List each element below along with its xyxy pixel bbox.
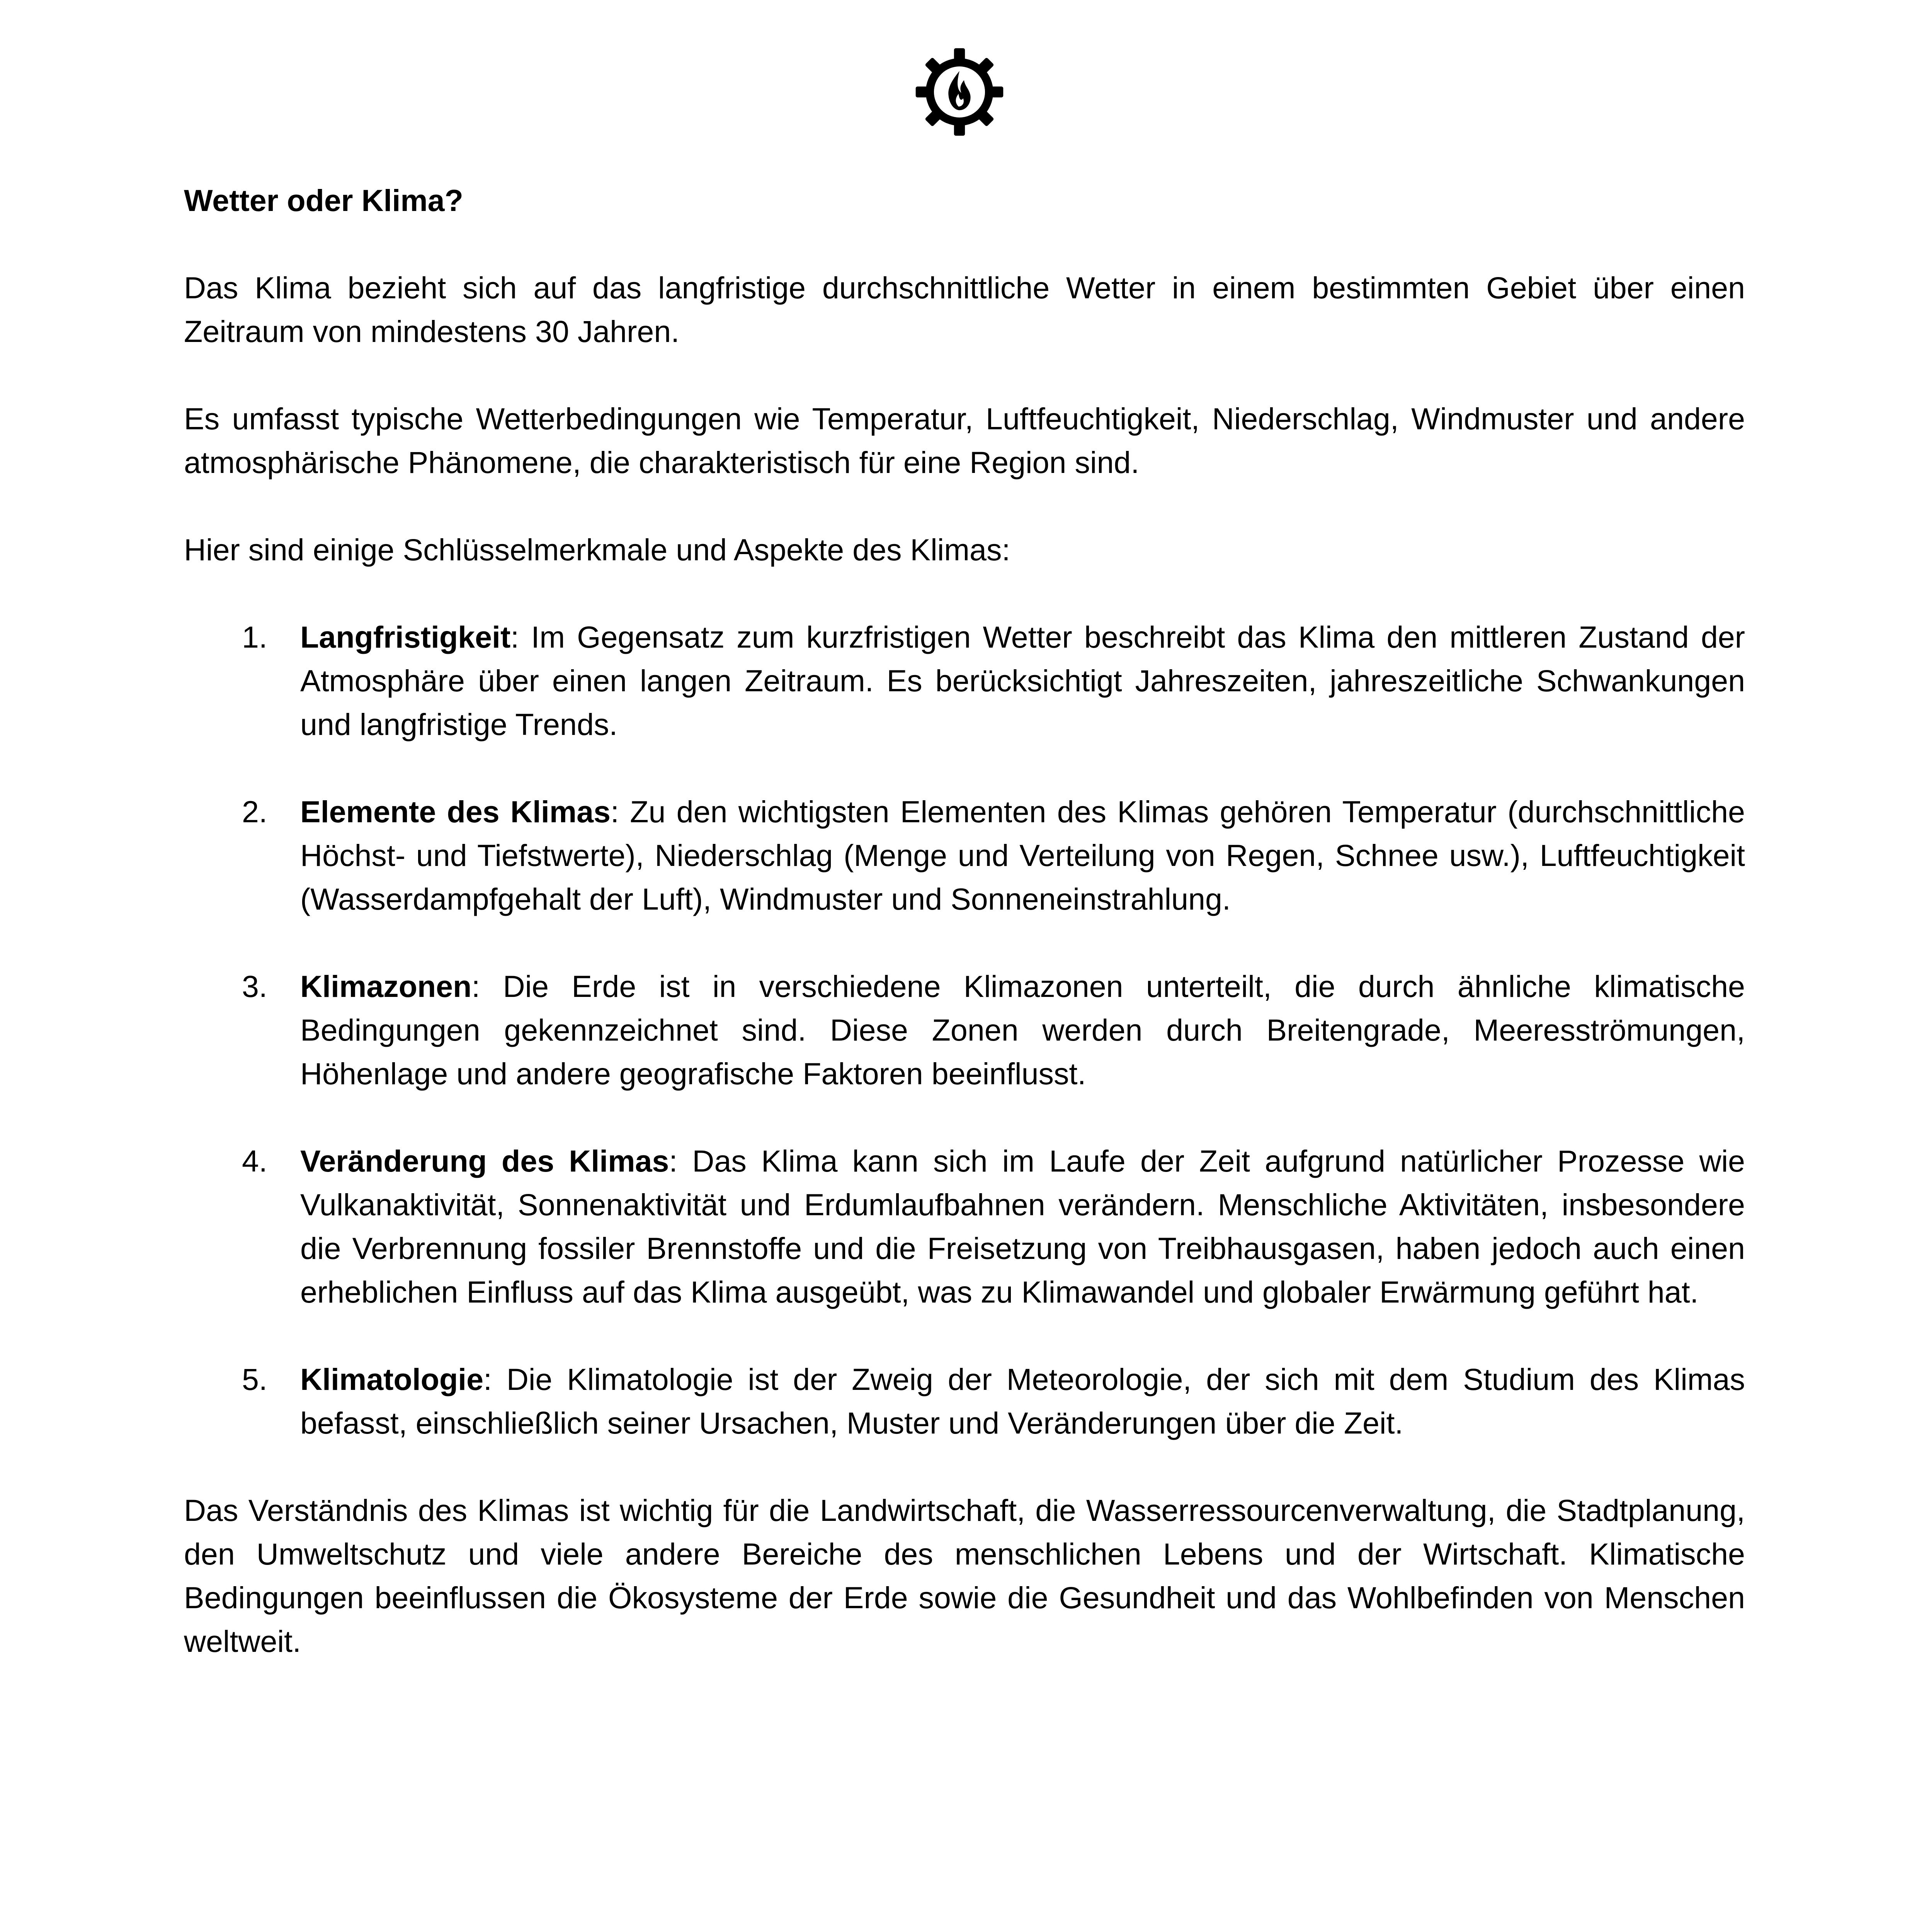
intro-paragraph: Hier sind einige Schlüsselmerkmale und Aspekte des Klimas: [184,532,1010,567]
list-item [184,1357,1745,1445]
list-item-number: 5. [242,1362,267,1396]
list-item-text: : Zu den wichtigsten Elementen des Klimas gehören Temperatur (durchschnittliche Höchst- und Tiefstwerte), Niederschlag (Menge und Verteilung von Regen, Schnee usw.), Luftfeuchtigkeit (Wasserdampfgehalt der Luft), Windmuster und Sonneneinstrahlung. [300,794,1745,916]
list-item-text: : Das Klima kann sich im Laufe der Zeit aufgrund natürlicher Prozesse wie Vulkanaktivität, Sonnenaktivität und Erdumlaufbahnen verändern. Menschliche Aktivitäten, insbesondere die Verbrennung fossiler Brennstoffe und die Freisetzung von Treibhausgasen, haben jedoch auch einen erheblichen Einfluss auf das Klima ausgeübt, was zu Klimawandel und globaler Erwärmung geführt hat. [300,1144,1745,1309]
list-item-number: 4. [242,1144,267,1178]
list-item-term: Elemente des Klimas [300,794,611,829]
list-item-text: : Die Erde ist in verschiedene Klimazonen unterteilt, die durch ähnliche klimatische Bedingungen gekennzeichnet sind. Diese Zonen werden durch Breitengrade, Meeresströmungen, Höhenlage und andere geografische Faktoren beeinflusst. [300,969,1745,1091]
closing-paragraph: Das Verständnis des Klimas ist wichtig für die Landwirtschaft, die Wasserressourcenverwaltung, die Stadtplanung, den Umweltschutz und viele andere Bereiche des menschlichen Lebens und der Wirtschaft. Klimatische Bedingungen beeinflussen die Ökosysteme der Erde sowie die Gesundheit und das Wohlbefinden von Menschen weltweit. [184,1493,1745,1658]
list-item-number: 1. [242,620,267,654]
document-title: Wetter oder Klima? [184,183,463,218]
list-item [184,790,1745,921]
list-item-text: : Im Gegensatz zum kurzfristigen Wetter beschreibt das Klima den mittleren Zustand der Atmosphäre über einen langen Zeitraum. Es berücksichtigt Jahreszeiten, jahreszeitliche Schwankungen und langfristige Trends. [300,620,1745,742]
intro-paragraph: Das Klima bezieht sich auf das langfristige durchschnittliche Wetter in einem bestimmten Gebiet über einen Zeitraum von mindestens 30 Jahren. [184,270,1745,349]
document-content [184,179,1745,1663]
gear-flame-logo-icon [914,46,1005,138]
list-item-text: : Die Klimatologie ist der Zweig der Meteorologie, der sich mit dem Studium des Klimas befasst, einschließlich seiner Ursachen, Muster und Veränderungen über die Zeit. [300,1362,1745,1440]
list-item-term: Klimatologie [300,1362,484,1396]
intro-paragraph: Es umfasst typische Wetterbedingungen wie Temperatur, Luftfeuchtigkeit, Niederschlag, Windmuster und andere atmosphärische Phänomene, die charakteristisch für eine Region sind. [184,401,1745,480]
list-item-number: 2. [242,794,267,829]
list-item-term: Langfristigkeit [300,620,511,654]
list-item [184,615,1745,746]
climate-features-list [184,615,1745,1445]
list-item-term: Veränderung des Klimas [300,1144,669,1178]
list-item-term: Klimazonen [300,969,472,1003]
list-item-number: 3. [242,969,267,1003]
list-item [184,1139,1745,1314]
list-item [184,964,1745,1095]
